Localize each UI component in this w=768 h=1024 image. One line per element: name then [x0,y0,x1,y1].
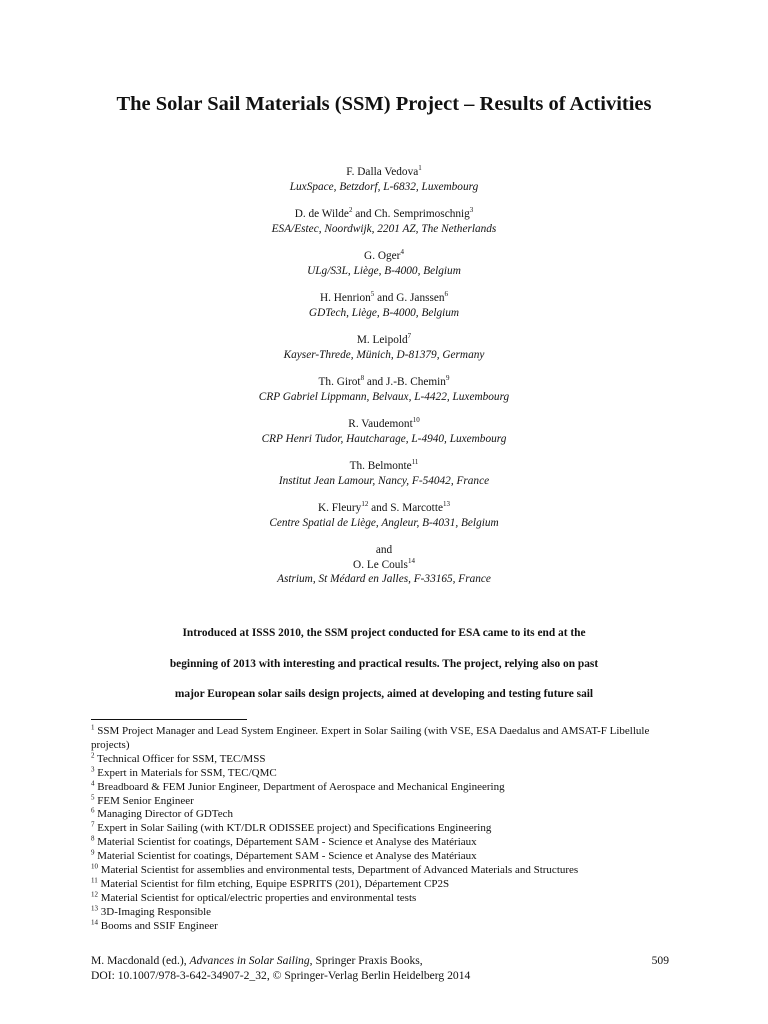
footnote-text: Expert in Materials for SSM, TEC/QMC [94,766,277,779]
citation-line-2: DOI: 10.1007/978-3-642-34907-2_32, © Springer-Verlag Berlin Heidelberg 2014 [91,969,471,982]
footnote-marker: 9 [445,374,450,383]
citation-line-1 [91,953,681,968]
footnote-number: 3 [91,765,95,774]
author-affiliation: LuxSpace, Betzdorf, L-6832, Luxembourg [289,180,479,193]
author-block [90,333,678,362]
footnote-marker: 10 [412,416,420,425]
author-name: Th. Girot [318,376,361,388]
footnote [91,792,681,809]
author-conjunction: and [375,544,393,556]
footnote-marker: 7 [407,332,412,341]
author-name: D. de Wilde [294,208,349,220]
author-block [90,375,678,404]
author-names [90,333,678,348]
author-affiliation: ESA/Estec, Noordwijk, 2201 AZ, The Netherlands [271,222,497,235]
author-name: R. Vaudemont [348,418,413,430]
author-block [90,207,678,236]
footnote-text: Managing Director of GDTech [94,808,234,821]
author-affiliation: Centre Spatial de Liège, Angleur, B-4031, Belgium [269,516,499,529]
paper-title: The Solar Sail Materials (SSM) Project – Results of Activities [116,93,652,115]
abstract-line: beginning of 2013 with interesting and practical results. The project, relying also on past [169,657,599,670]
footnote-text: Material Scientist for optical/electric properties and environmental tests [98,891,417,904]
footnote-marker: 13 [442,500,450,509]
author-block [90,165,678,194]
author-affiliation: CRP Henri Tudor, Hautcharage, L-4940, Luxembourg [261,432,507,445]
footnote-text: Material Scientist for assemblies and environmental tests, Department of Advanced Materials and Structures [98,864,579,877]
footnote-number: 9 [91,848,95,857]
footnote [91,778,681,795]
footnote-marker: 14 [407,556,415,565]
footnote-text: Booms and SSIF Engineer [98,919,218,932]
footnote-number: 6 [91,806,95,815]
footnote-number: 14 [91,918,98,927]
footnote-number: 11 [91,876,98,885]
author-names [90,375,678,390]
footnote-marker: 3 [469,206,474,215]
citation-series: , Springer Praxis Books, [309,954,423,967]
author-block [90,249,678,278]
footnotes [91,725,681,934]
author-name: and G. Janssen [374,292,445,304]
author-names [90,249,678,264]
citation-editor: M. Macdonald (ed.), [91,954,190,967]
author-block [90,417,678,446]
footnote-number: 8 [91,834,95,843]
footnote-separator [91,719,247,720]
footnote-marker: 6 [444,290,449,299]
author-block [90,501,678,530]
footnote [91,906,681,920]
author-affiliation: ULg/S3L, Liège, B-4000, Belgium [307,264,461,277]
footnote [91,822,681,836]
author-list [90,165,678,600]
author-name: and J.-B. Chemin [364,376,446,388]
page-footer [91,953,681,983]
footnote [91,767,681,781]
book-title: Advances in Solar Sailing [189,954,310,967]
footnote [91,836,681,850]
abstract [110,618,658,710]
footnote-marker: 2 [348,206,353,215]
author-names [90,291,678,306]
author-names [90,459,678,474]
author-name: G. Oger [364,250,401,262]
footnote-marker: 11 [411,458,419,467]
footnote-marker: 4 [400,248,404,257]
footnote-text: FEM Senior Engineer [94,794,194,807]
author-block [90,459,678,488]
author-names [90,558,678,573]
footnote-text: Breadboard & FEM Junior Engineer, Department of Aerospace and Mechanical Engineering [94,780,505,793]
author-names [90,417,678,432]
author-name: F. Dalla Vedova [346,166,419,178]
author-name: H. Henrion [319,292,371,304]
footnote [91,892,681,906]
author-name: K. Fleury [318,502,362,514]
author-name: and S. Marcotte [368,502,443,514]
footnote-text: Material Scientist for coatings, Département SAM - Science et Analyse des Matériaux [94,850,477,863]
author-name: M. Leipold [356,334,408,346]
footnote-marker: 12 [361,500,369,509]
footnote-text: SSM Project Manager and Lead System Engineer. Expert in Solar Sailing (with VSE, ESA Daedalus and AMSAT-F Libellule projects) [91,725,650,751]
footnote-number: 10 [91,862,98,871]
author-name: Th. Belmonte [349,460,412,472]
author-names [90,207,678,222]
footnote-text: Material Scientist for film etching, Equipe ESPRITS (201), Département CP2S [97,877,450,890]
abstract-line: major European solar sails design projects, aimed at developing and testing future sail [174,688,594,700]
author-names [90,501,678,516]
author-affiliation: Astrium, St Médard en Jalles, F-33165, France [277,573,491,585]
footnote-text: Expert in Solar Sailing (with KT/DLR ODISSEE project) and Specifications Engineering [94,822,492,835]
footnote [91,878,681,892]
footnote-text: 3D-Imaging Responsible [98,905,212,918]
footnote-marker: 5 [370,290,375,299]
author-affiliation: Kayser-Threde, Münich, D-81379, Germany [283,348,485,361]
author-affiliation: CRP Gabriel Lippmann, Belvaux, L-4422, Luxembourg [258,390,510,403]
footnote-number: 1 [91,723,95,732]
author-affiliation: GDTech, Liège, B-4000, Belgium [308,306,460,319]
footnote-number: 4 [91,778,95,787]
footnote [91,808,681,822]
footnote-number: 2 [91,751,95,760]
footnote-marker: 1 [418,164,422,173]
footnote-number: 7 [91,820,95,829]
footnote-text: Technical Officer for SSM, TEC/MSS [94,752,266,765]
author-block [90,291,678,320]
author-affiliation: Institut Jean Lamour, Nancy, F-54042, France [278,474,490,487]
author-block [90,543,678,587]
author-name: O. Le Couls [353,558,408,571]
footnote-number: 5 [91,792,95,801]
footnote [91,864,681,878]
author-name: and Ch. Semprimoschnig [352,208,470,220]
footnote-number: 13 [91,904,98,913]
footnote-text: Material Scientist for coatings, Département SAM - Science et Analyse des Matériaux [94,836,477,849]
footnote [91,850,681,864]
abstract-line: Introduced at ISSS 2010, the SSM project conducted for ESA came to its end at the [182,627,586,639]
page-number: 509 [651,954,669,967]
footnote [91,725,681,753]
footnote-marker: 8 [360,374,365,383]
footnote-number: 12 [91,890,98,899]
footnote [91,920,681,934]
footnote [91,753,681,767]
author-names [90,165,678,180]
